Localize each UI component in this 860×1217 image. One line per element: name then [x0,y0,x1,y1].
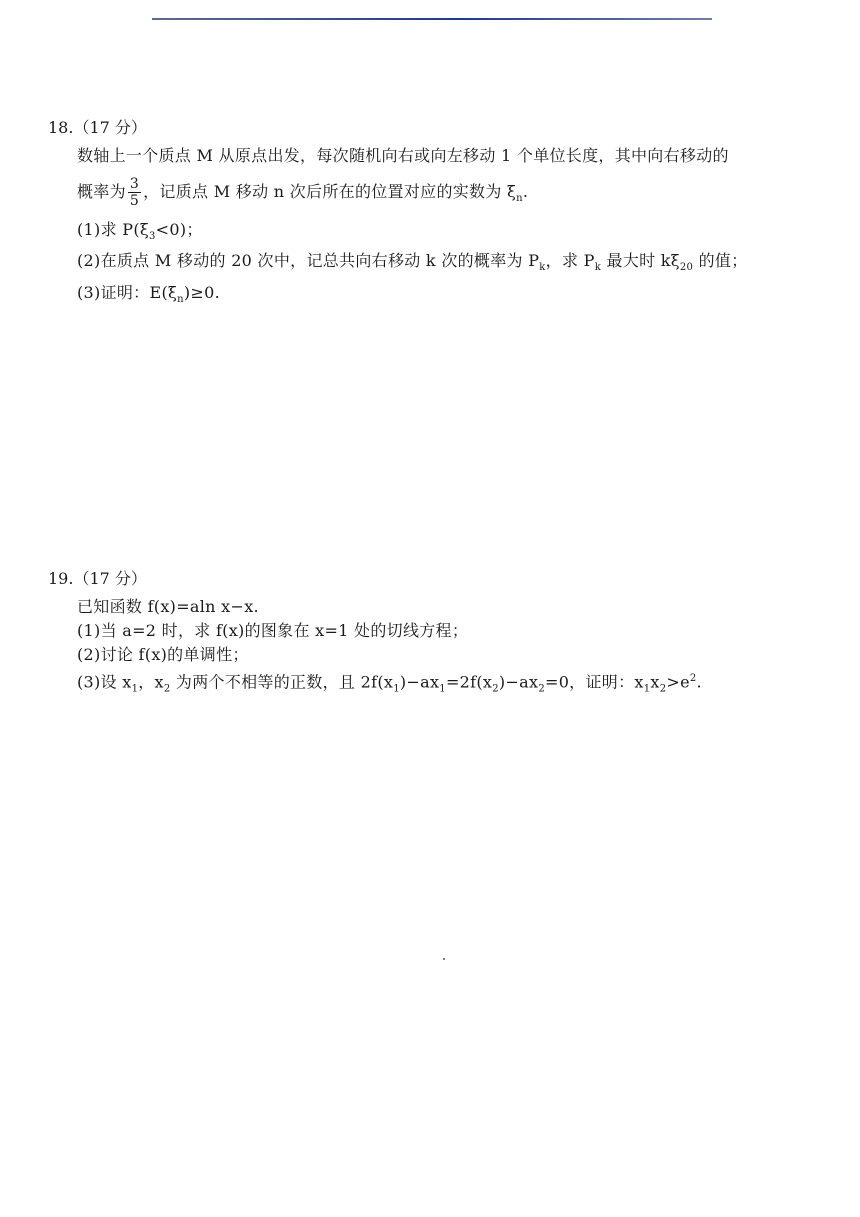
probability-fraction: $\frac{3}{5}$ [129,176,140,209]
problem-18 [48,117,838,312]
problem-19-header: 19.（17 分） [48,569,147,588]
problem-19-part-1: (1)当 a=2 时，求 f(x)的图象在 x=1 处的切线方程； [77,621,469,640]
problem-19 [48,568,838,702]
problem-18-stem-line1: 数轴上一个质点 M 从原点出发，每次随机向右或向左移动 1 个单位长度，其中向右移动的 [77,146,729,165]
problem-18-stem-line2: 概率为 $\frac{3}{5}$ ，记质点 M 移动 n 次后所在的位置对应的实数为 $\xi_n$. [77,176,529,209]
header-rule [152,18,712,20]
problem-19-stem: 已知函数 f(x)=aln x−x. [77,597,259,616]
problem-19-part-3: (3)设 $x_1$，$x_2$ 为两个不相等的正数，且 $2f(x_1)-ax_1=2f(x_2)-ax_2=0$，证明：$x_1x_2>e^2$. [77,672,702,695]
problem-18-part-1: (1)求 $P(\xi_3<0)$； [77,220,203,243]
problem-19-part-2: (2)讨论 f(x)的单调性； [77,645,249,664]
scan-speck [443,958,445,960]
problem-18-part-2: (2)在质点 M 移动的 20 次中，记总共向右移动 k 次的概率为 $P_k$，求 $P_k$ 最大时 $k\xi_{20}$ 的值； [77,251,748,274]
problem-18-part-3: (3)证明：$E(\xi_n)\ge 0$. [77,282,220,305]
problem-18-header: 18.（17 分） [48,118,147,137]
